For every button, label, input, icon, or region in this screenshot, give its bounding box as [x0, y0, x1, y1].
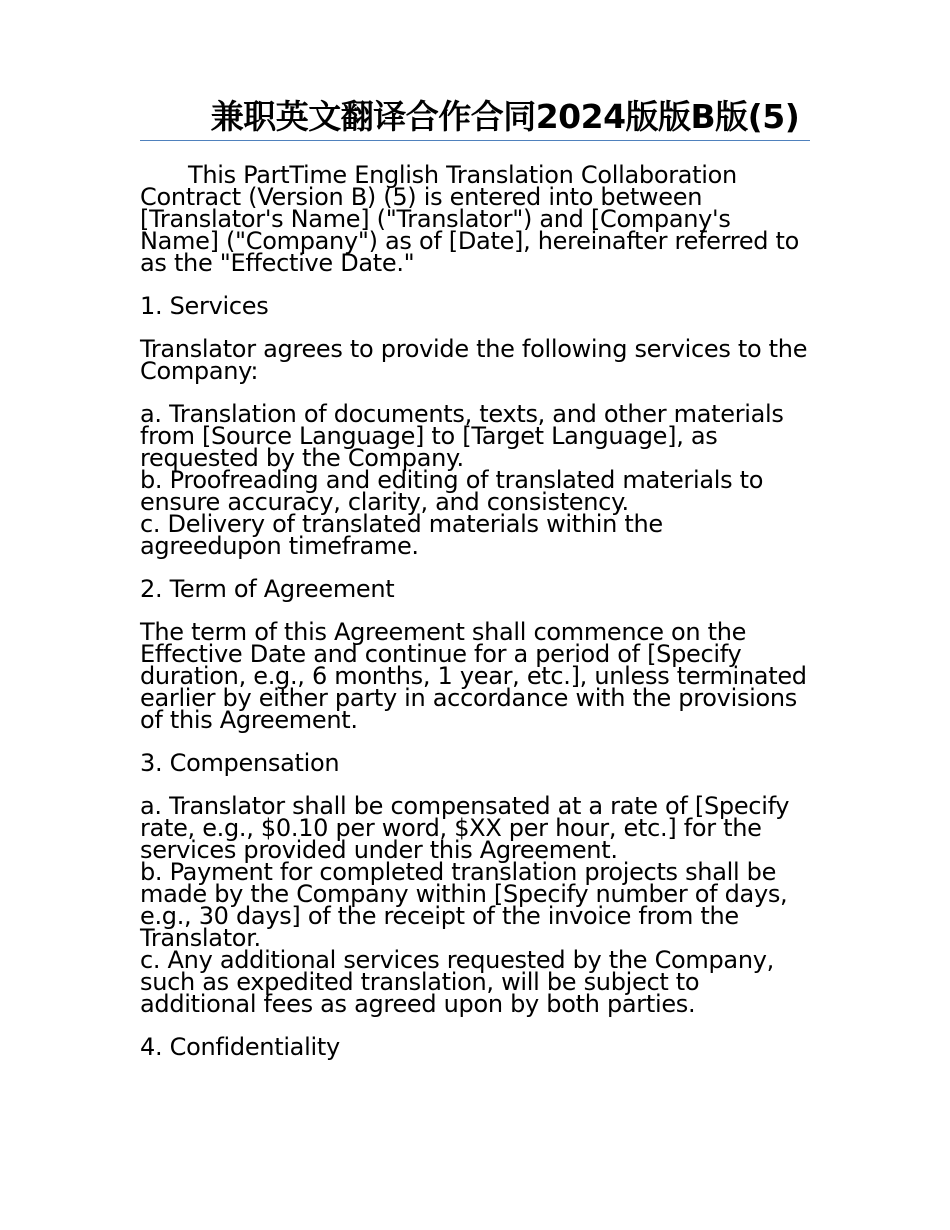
- services-lead-paragraph: Translator agrees to provide the following services to the Company:: [140, 335, 808, 385]
- list-item: c. Any additional services requested by the Company, such as expedited translation, will be subject to additional fees as agreed upon by both parties.: [140, 946, 774, 1018]
- document-page: [140, 97, 810, 1079]
- term-paragraph: The term of this Agreement shall commence on the Effective Date and continue for a period of [Specify duration, e.g., 6 months, 1 year, etc.], unless terminated earlier by either party in accordance with the provisions of this Agreement.: [140, 618, 807, 734]
- list-item: a. Translation of documents, texts, and other materials from [Source Language] to [Target Language], as requested by the Company.: [140, 400, 784, 472]
- section-heading-term: 2. Term of Agreement: [140, 575, 395, 603]
- list-item: b. Proofreading and editing of translated materials to ensure accuracy, clarity, and consistency.: [140, 466, 764, 516]
- list-item: b. Payment for completed translation projects shall be made by the Company within [Specify number of days, e.g., 30 days] of the receipt of the invoice from the Translator.: [140, 858, 788, 952]
- compensation-list: [140, 792, 810, 1018]
- section-heading-services: 1. Services: [140, 292, 269, 320]
- section-heading-confidentiality: 4. Confidentiality: [140, 1033, 340, 1061]
- intro-paragraph: This PartTime English Translation Collaboration Contract (Version B) (5) is entered into between [Translator's Name] ("Translator") and [Company's Name] ("Company") as of [Date], hereinafter referred to as the "Effective Date.": [140, 161, 800, 277]
- document-body: [140, 161, 810, 1061]
- list-item: a. Translator shall be compensated at a rate of [Specify rate, e.g., $0.10 per word, $XX per hour, etc.] for the services provided under this Agreement.: [140, 792, 790, 864]
- title-underline: [140, 140, 810, 141]
- document-title: 兼职英文翻译合作合同2024版版B版(5): [210, 97, 800, 136]
- list-item: c. Delivery of translated materials within the agreedupon timeframe.: [140, 510, 663, 560]
- services-list: [140, 400, 810, 560]
- section-heading-compensation: 3. Compensation: [140, 749, 340, 777]
